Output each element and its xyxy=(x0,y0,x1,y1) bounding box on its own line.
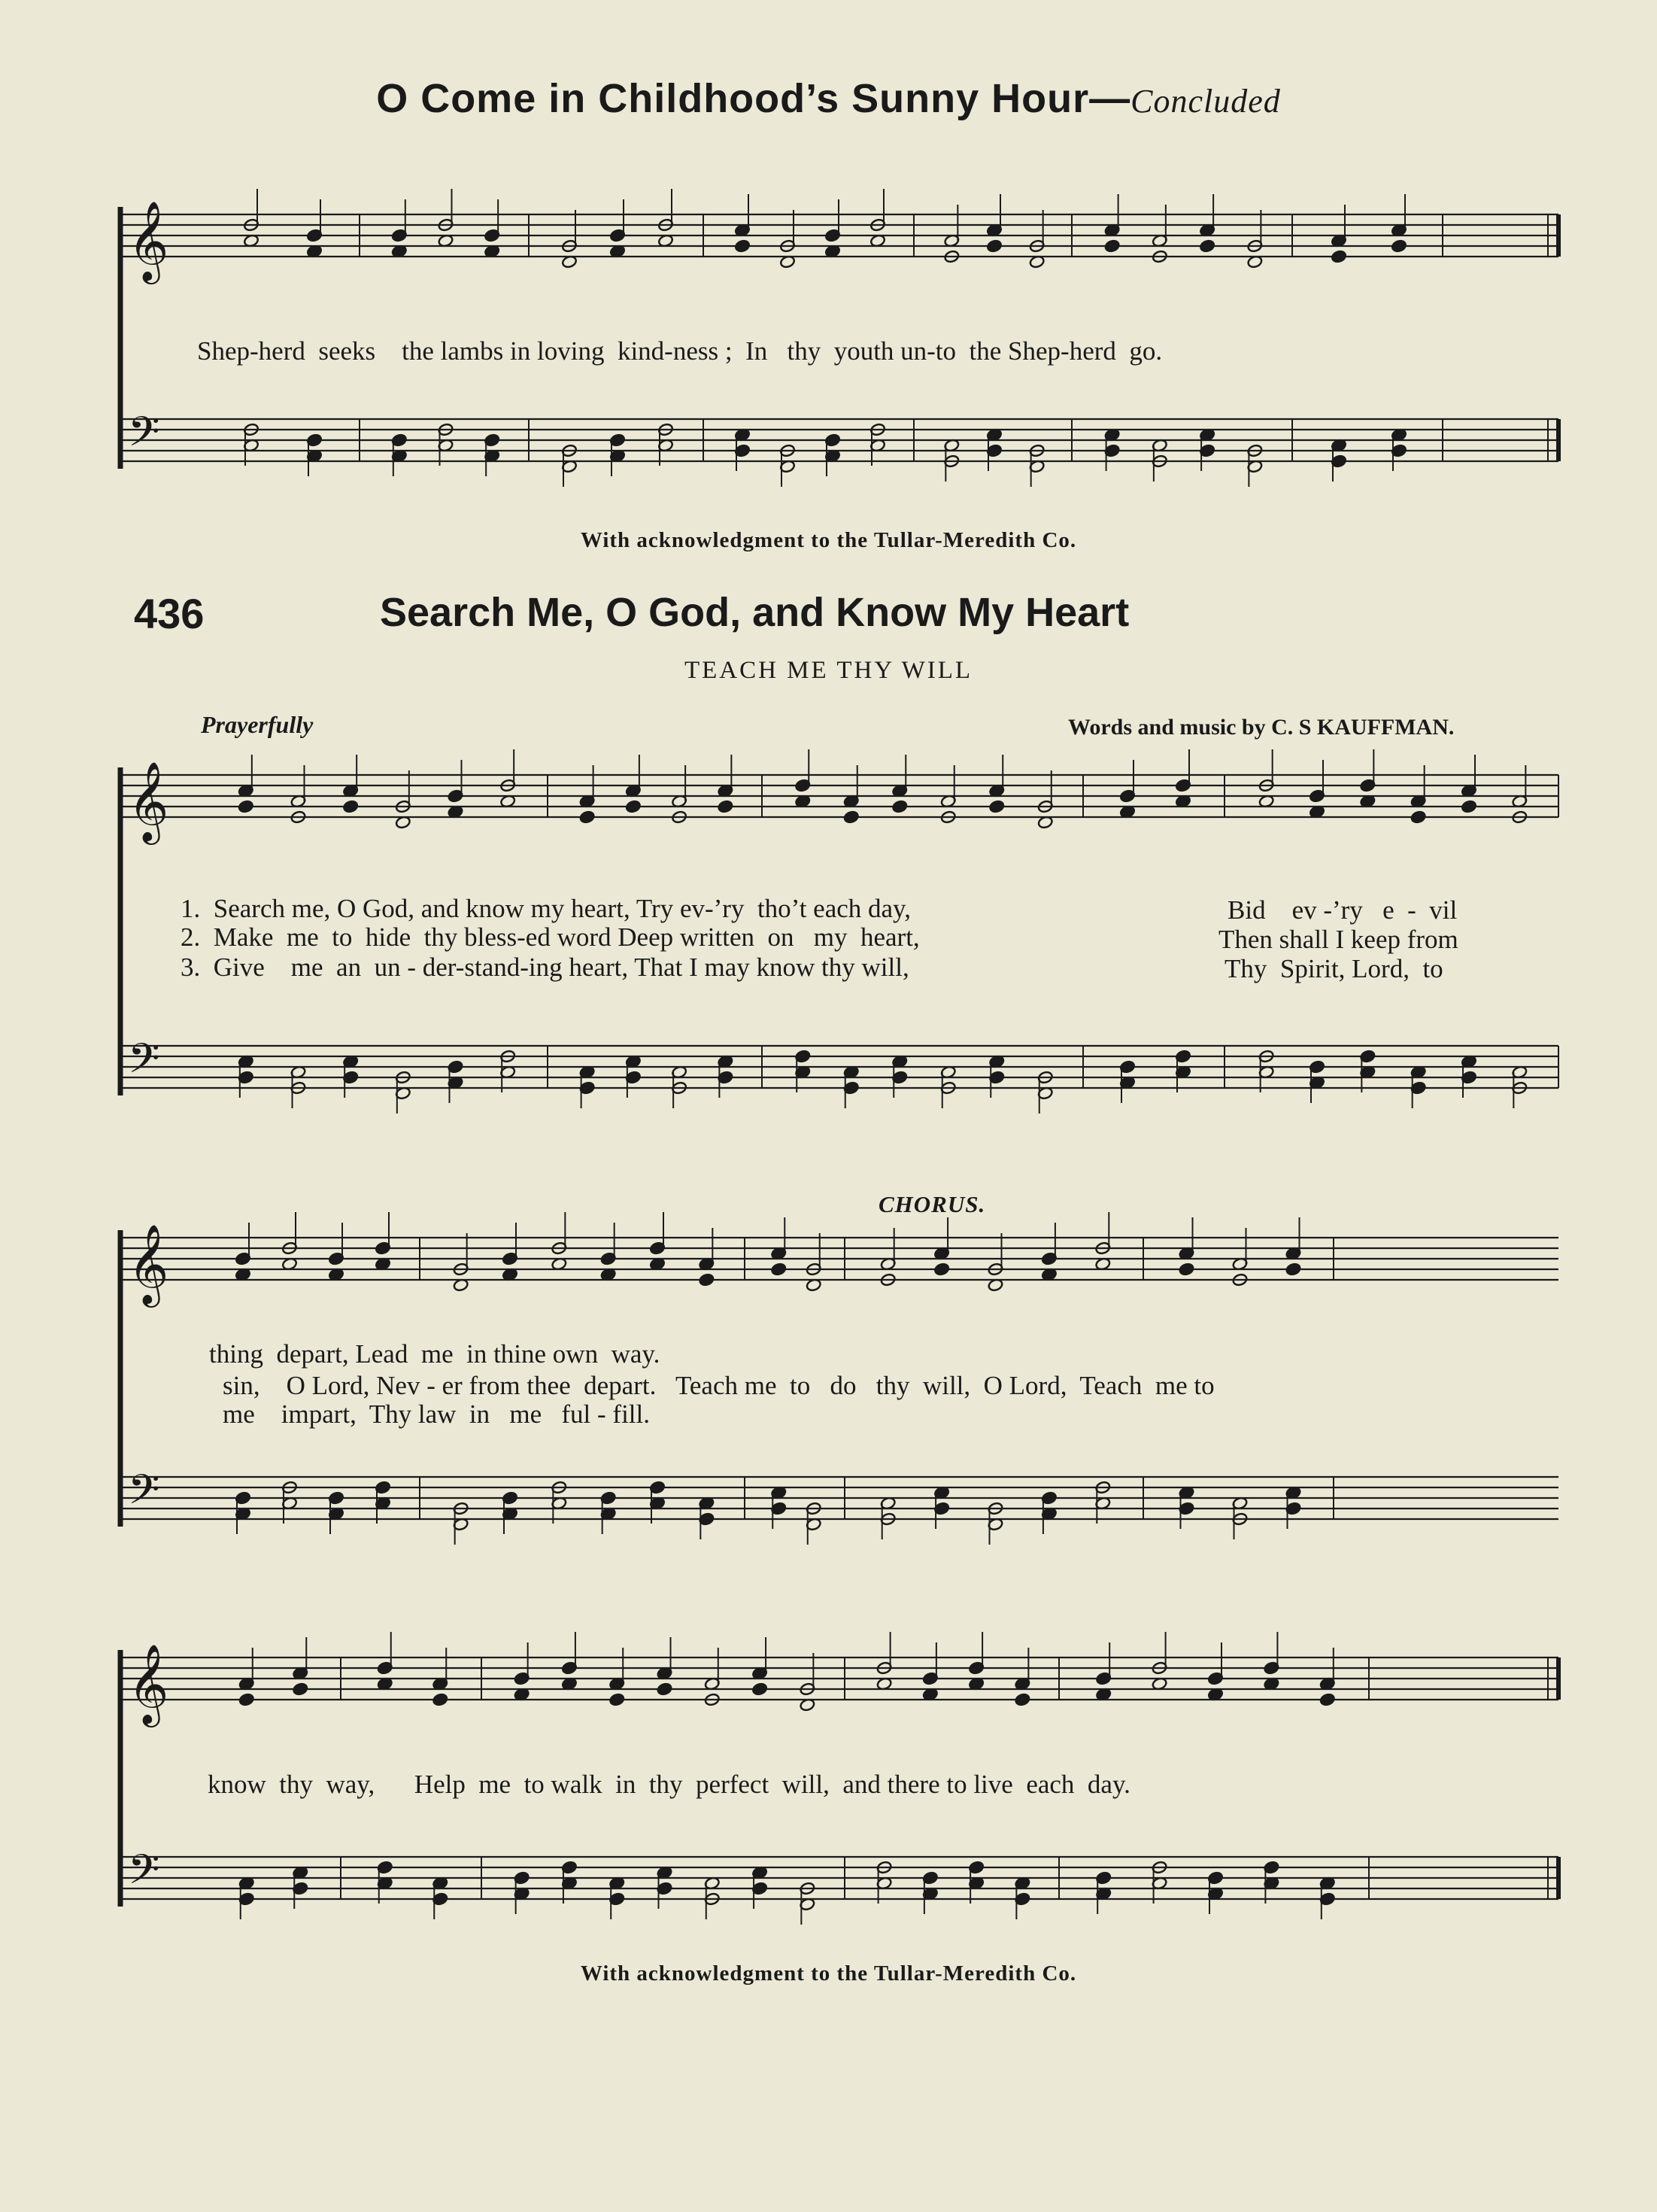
note-head xyxy=(1391,239,1407,253)
verse-end-3: Thy Spirit, Lord, to xyxy=(1225,954,1443,983)
system3-lyric: know thy way, Help me to walk in thy perfect will, and there to live each day. xyxy=(208,1770,1130,1799)
note-head xyxy=(625,800,641,813)
note-head xyxy=(238,800,253,813)
note-head xyxy=(1179,1262,1194,1276)
staff-system-2 xyxy=(120,767,1558,1095)
hymn-title: Search Me, O God, and Know My Heart xyxy=(380,590,1130,635)
note-head xyxy=(718,800,733,813)
note-head xyxy=(986,239,1002,253)
note-head xyxy=(1285,1262,1301,1276)
previous-hymn-lyric: Shep-herd seeks the lambs in loving kind-ness ; In thy youth un-to the Shep-herd go. xyxy=(197,336,1163,366)
hymn-subtitle: TEACH ME THY WILL xyxy=(684,657,973,684)
note-head xyxy=(843,810,859,824)
note-head xyxy=(892,800,908,813)
bass-clef-icon: 𝄢 xyxy=(128,1035,160,1092)
note-head xyxy=(609,1693,625,1706)
note-head xyxy=(1199,239,1215,253)
bass-clef-icon: 𝄢 xyxy=(128,1846,160,1904)
tempo-marking: Prayerfully xyxy=(201,711,314,738)
verse-line-2: 2. Make me to hide thy bless-ed word Deep written on my heart, xyxy=(181,922,920,952)
note-head xyxy=(933,1262,949,1276)
previous-hymn-title: O Come in Childhood’s Sunny Hour—Concluded xyxy=(376,76,1281,121)
note-head xyxy=(1410,810,1426,824)
composer-credit: Words and music by C. S KAUFFMAN. xyxy=(1068,715,1455,740)
treble-clef-icon: 𝄞 xyxy=(128,200,169,281)
note-head xyxy=(771,1262,787,1276)
note-head xyxy=(989,800,1005,813)
treble-clef-icon: 𝄞 xyxy=(128,761,169,841)
note-head xyxy=(579,810,595,824)
note-head xyxy=(342,800,358,813)
note-head xyxy=(1331,250,1346,263)
note-head xyxy=(1319,1693,1335,1706)
verse-line-3: 3. Give me an un - der-stand-ing heart, That I may know thy will, xyxy=(181,953,909,982)
note-head xyxy=(238,1693,254,1706)
bass-clef-icon: 𝄢 xyxy=(128,408,160,466)
note-head xyxy=(1104,239,1120,253)
note-head xyxy=(1015,1693,1030,1706)
system2-line-1: thing depart, Lead me in thine own way. xyxy=(209,1339,660,1369)
concluded-label: Concluded xyxy=(1130,83,1281,120)
chorus-label: CHORUS. xyxy=(879,1191,986,1217)
bass-clef-icon: 𝄢 xyxy=(128,1466,160,1524)
hymn-number: 436 xyxy=(134,590,205,637)
acknowledgment-top: With acknowledgment to the Tullar-Meredith Co. xyxy=(580,528,1077,552)
note-head xyxy=(1461,800,1476,813)
verse-line-1: 1. Search me, O God, and know my heart, Try ev-’ry tho’t each day, xyxy=(181,894,912,923)
system2-line-3: me impart, Thy law in me ful - fill. xyxy=(223,1399,650,1429)
note-head xyxy=(699,1273,715,1287)
treble-clef-icon: 𝄞 xyxy=(128,1223,169,1304)
treble-clef-icon: 𝄞 xyxy=(128,1643,169,1724)
system2-line-2: sin, O Lord, Nev - er from thee depart. Teach me to do thy will, O Lord, Teach me to xyxy=(223,1371,1215,1400)
staff-system-1 xyxy=(120,207,1558,469)
verse-end-1: Bid ev -’ry e - vil xyxy=(1228,895,1458,925)
note-head xyxy=(293,1682,308,1696)
acknowledgment-bottom: With acknowledgment to the Tullar-Meredith Co. xyxy=(580,1961,1077,1986)
staff-system-4 xyxy=(120,1650,1558,1907)
verse-end-2: Then shall I keep from xyxy=(1218,925,1458,954)
note-head xyxy=(734,239,750,253)
note-head xyxy=(432,1693,448,1706)
note-head xyxy=(751,1682,767,1696)
note-head xyxy=(657,1682,672,1696)
